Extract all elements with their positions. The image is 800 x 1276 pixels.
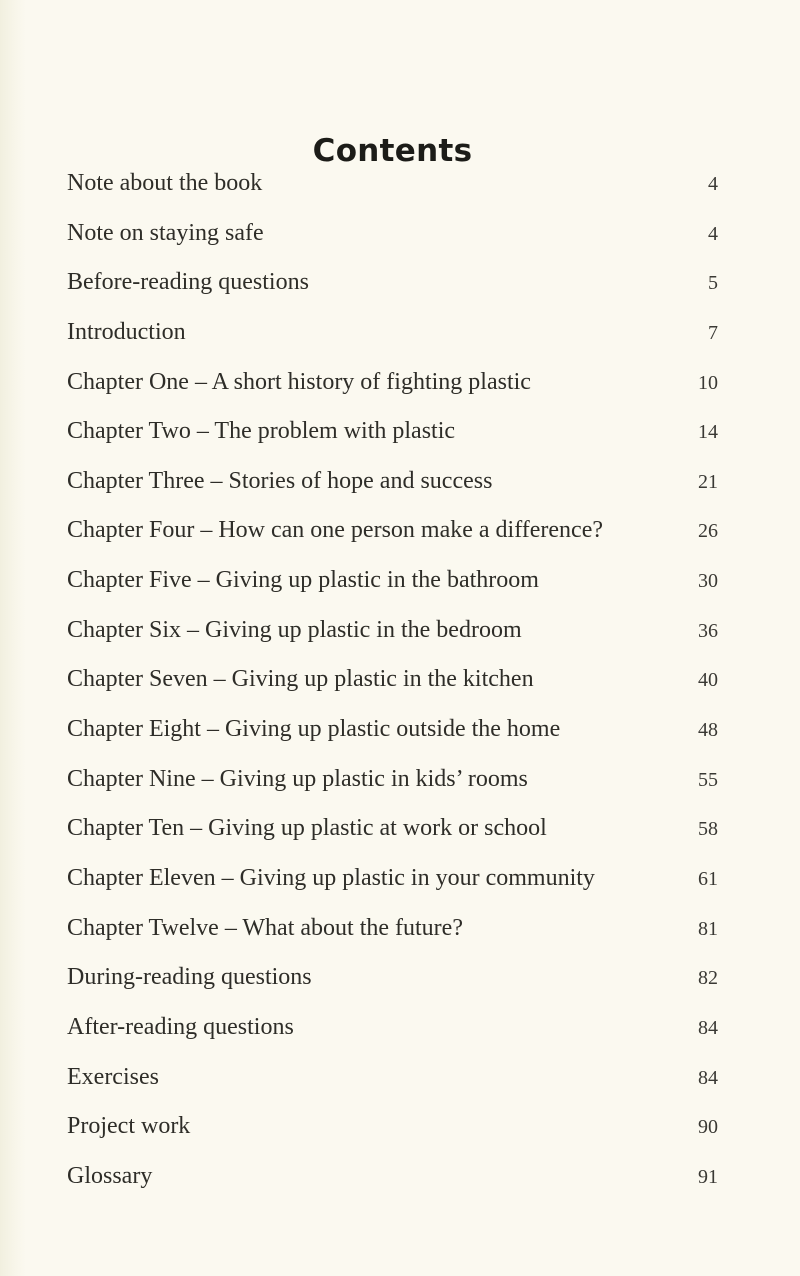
toc-entry-label: Note on staying safe (67, 219, 264, 246)
toc-entry-page-number: 30 (698, 570, 718, 593)
toc-entry-label: Chapter One – A short history of fighting plastic (67, 368, 531, 395)
toc-entry-label: Chapter Seven – Giving up plastic in the kitchen (67, 666, 534, 693)
toc-entry-page-number: 10 (698, 371, 718, 394)
toc-entry-label: Before-reading questions (67, 269, 309, 296)
toc-entry-page-number: 58 (698, 818, 718, 841)
toc-entry-label: During-reading questions (67, 964, 312, 991)
toc-entry-label: Chapter Two – The problem with plastic (67, 418, 456, 445)
toc-entry-label: Chapter Eleven – Giving up plastic in your community (67, 864, 595, 891)
toc-entry-page-number: 55 (698, 768, 718, 791)
toc-entry[interactable] (67, 756, 718, 806)
toc-entry-page-number: 61 (698, 867, 718, 890)
table-of-contents (67, 160, 718, 1202)
toc-entry[interactable] (67, 210, 718, 260)
toc-entry-label: Chapter Four – How can one person make a difference? (67, 517, 604, 544)
toc-entry[interactable] (67, 1054, 718, 1104)
page-edge-shadow (0, 0, 26, 1276)
toc-entry-label: Chapter Six – Giving up plastic in the bedroom (67, 616, 522, 643)
toc-entry[interactable] (67, 1004, 718, 1054)
toc-entry-page-number: 84 (698, 1066, 718, 1089)
toc-entry-label: Chapter Nine – Giving up plastic in kids’ rooms (67, 765, 528, 792)
toc-entry[interactable] (67, 309, 718, 359)
toc-entry-page-number: 82 (698, 967, 718, 990)
toc-entry-label: Chapter Three – Stories of hope and success (67, 467, 493, 494)
toc-entry-page-number: 14 (698, 421, 718, 444)
toc-entry[interactable] (67, 259, 718, 309)
toc-entry-label: Chapter Five – Giving up plastic in the bathroom (67, 567, 539, 594)
toc-entry-page-number: 36 (698, 619, 718, 642)
toc-entry-page-number: 91 (698, 1165, 718, 1188)
toc-entry[interactable] (67, 557, 718, 607)
toc-entry[interactable] (67, 1103, 718, 1153)
toc-entry-label: Glossary (67, 1162, 153, 1189)
toc-entry[interactable] (67, 160, 718, 210)
toc-entry-label: Project work (67, 1113, 191, 1140)
toc-entry[interactable] (67, 905, 718, 955)
toc-entry-page-number: 26 (698, 520, 718, 543)
toc-entry-page-number: 21 (698, 470, 718, 493)
toc-entry-label: After-reading questions (67, 1013, 294, 1040)
toc-entry-page-number: 81 (698, 917, 718, 940)
toc-entry-page-number: 4 (708, 222, 718, 245)
toc-entry-page-number: 40 (698, 669, 718, 692)
toc-entry[interactable] (67, 1153, 718, 1203)
toc-entry[interactable] (67, 458, 718, 508)
toc-entry[interactable] (67, 805, 718, 855)
toc-entry-label: Chapter Twelve – What about the future? (67, 914, 463, 941)
toc-entry[interactable] (67, 656, 718, 706)
toc-entry[interactable] (67, 359, 718, 409)
contents-title: Contents (312, 132, 473, 169)
toc-entry-label: Chapter Ten – Giving up plastic at work or school (67, 815, 547, 842)
toc-entry-page-number: 90 (698, 1116, 718, 1139)
toc-entry[interactable] (67, 507, 718, 557)
toc-entry[interactable] (67, 408, 718, 458)
toc-entry[interactable] (67, 607, 718, 657)
toc-entry-page-number: 4 (708, 173, 718, 195)
toc-entry[interactable] (67, 954, 718, 1004)
toc-entry-page-number: 48 (698, 719, 718, 742)
toc-entry-page-number: 7 (708, 321, 718, 344)
toc-entry-label: Exercises (67, 1063, 159, 1090)
toc-entry-page-number: 84 (698, 1016, 718, 1039)
toc-entry-label: Note about the book (67, 170, 263, 196)
toc-entry[interactable] (67, 706, 718, 756)
toc-entry-label: Introduction (67, 318, 186, 345)
toc-entry-page-number: 5 (708, 272, 718, 295)
toc-entry[interactable] (67, 855, 718, 905)
toc-entry-label: Chapter Eight – Giving up plastic outside the home (67, 716, 561, 743)
